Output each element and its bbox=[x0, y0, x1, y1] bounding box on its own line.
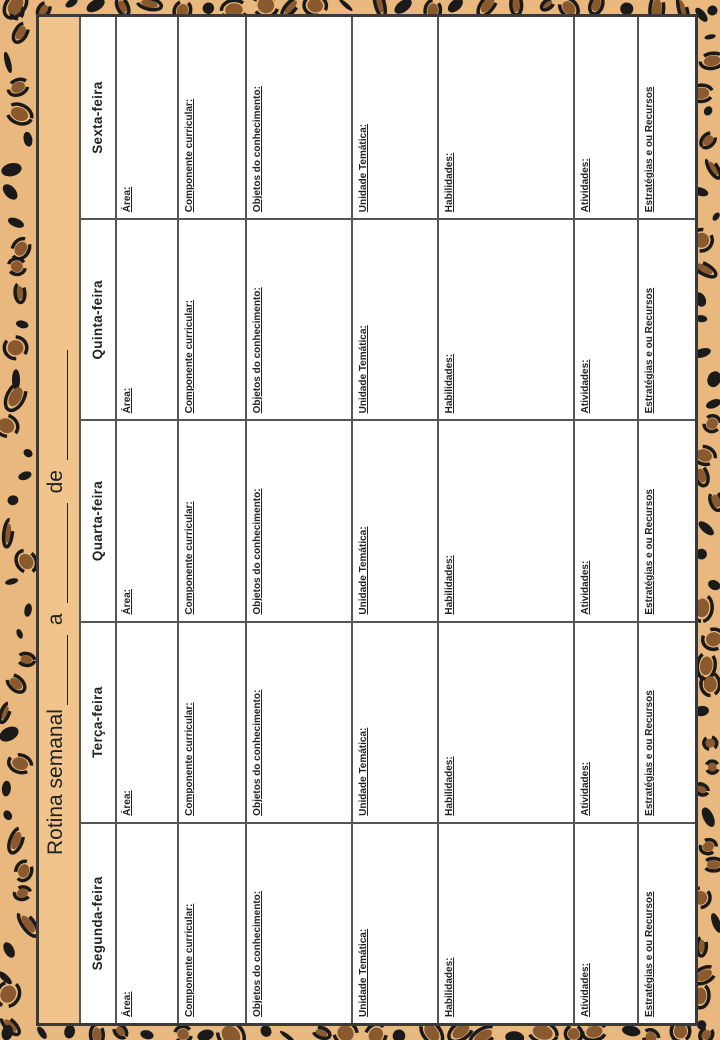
routine-cell[interactable] bbox=[639, 218, 695, 419]
leopard-spot bbox=[6, 752, 33, 775]
leopard-spot bbox=[173, 1025, 192, 1040]
leopard-spot bbox=[702, 105, 714, 117]
row-label: Área: bbox=[122, 186, 133, 213]
leopard-spot bbox=[7, 495, 19, 506]
leopard-spot bbox=[505, 1030, 525, 1040]
routine-cell[interactable] bbox=[353, 621, 439, 822]
leopard-spot bbox=[2, 51, 13, 74]
leopard-spot bbox=[13, 886, 31, 901]
leopard-spot bbox=[338, 0, 354, 12]
routine-cell[interactable] bbox=[353, 17, 439, 218]
title-connector-a: a bbox=[44, 613, 67, 626]
leopard-spot bbox=[0, 724, 21, 745]
leopard-spot bbox=[35, 1025, 48, 1040]
row-label: Componente curricular: bbox=[184, 501, 195, 615]
day-header: Terça-feira bbox=[79, 621, 117, 822]
leopard-spot bbox=[63, 1024, 76, 1039]
leopard-spot bbox=[279, 1029, 296, 1040]
routine-cell[interactable] bbox=[639, 822, 695, 1023]
routine-cell[interactable] bbox=[639, 621, 695, 822]
row-label: Atividades: bbox=[580, 359, 591, 414]
routine-cell[interactable] bbox=[117, 419, 179, 620]
date-blank-3[interactable] bbox=[41, 350, 68, 460]
leopard-spot bbox=[15, 319, 29, 329]
leopard-spot bbox=[13, 859, 34, 883]
routine-cell[interactable] bbox=[575, 17, 639, 218]
row-label: Unidade Temática: bbox=[358, 526, 369, 615]
leopard-spot bbox=[0, 978, 24, 1011]
leopard-spot bbox=[90, 1024, 103, 1040]
leopard-spot bbox=[10, 21, 31, 45]
leopard-spot bbox=[701, 627, 720, 651]
leopard-spot bbox=[0, 702, 12, 724]
routine-cell[interactable] bbox=[117, 621, 179, 822]
leopard-spot bbox=[6, 826, 27, 855]
routine-cell[interactable] bbox=[179, 17, 247, 218]
row-label: Estratégias e ou Recursos bbox=[644, 86, 655, 213]
routine-cell[interactable] bbox=[179, 822, 247, 1023]
leopard-spot bbox=[698, 130, 718, 150]
row-label: Unidade Temática: bbox=[358, 325, 369, 414]
leopard-spot bbox=[701, 413, 720, 435]
leopard-spot bbox=[391, 1027, 408, 1040]
routine-cell[interactable] bbox=[179, 419, 247, 620]
row-label: Componente curricular: bbox=[184, 702, 195, 816]
row-label: Habilidades: bbox=[444, 353, 455, 414]
leopard-spot bbox=[4, 672, 28, 696]
leopard-spot bbox=[23, 603, 33, 618]
row-label: Componente curricular: bbox=[184, 300, 195, 414]
routine-cell[interactable] bbox=[575, 218, 639, 419]
routine-cell[interactable] bbox=[353, 419, 439, 620]
routine-cell[interactable] bbox=[439, 419, 575, 620]
leopard-spot bbox=[6, 76, 31, 98]
day-header: Quarta-feira bbox=[79, 419, 117, 620]
row-label: Estratégias e ou Recursos bbox=[644, 690, 655, 816]
leopard-spot bbox=[704, 759, 720, 775]
routine-cell[interactable] bbox=[117, 17, 179, 218]
routine-cell[interactable] bbox=[575, 419, 639, 620]
routine-cell[interactable] bbox=[639, 419, 695, 620]
row-label: Estratégias e ou Recursos bbox=[644, 891, 655, 1017]
leopard-spot bbox=[445, 0, 465, 15]
leopard-spot bbox=[705, 397, 720, 410]
row-label: Componente curricular: bbox=[184, 903, 195, 1017]
leopard-spot bbox=[1, 380, 30, 414]
row-label: Unidade Temática: bbox=[358, 928, 369, 1017]
leopard-spot bbox=[17, 470, 33, 482]
day-header: Quinta-feira bbox=[79, 218, 117, 419]
routine-table bbox=[79, 17, 695, 1023]
row-label: Estratégias e ou Recursos bbox=[644, 287, 655, 414]
leopard-spot bbox=[1, 809, 13, 822]
routine-cell[interactable] bbox=[247, 621, 353, 822]
leopard-spot bbox=[14, 283, 25, 303]
leopard-spot bbox=[139, 1029, 154, 1040]
weekly-routine-sheet bbox=[36, 14, 698, 1026]
leopard-spot bbox=[621, 1024, 641, 1038]
routine-cell[interactable] bbox=[439, 822, 575, 1023]
routine-cell[interactable] bbox=[439, 218, 575, 419]
leopard-spot bbox=[4, 100, 35, 127]
routine-cell[interactable] bbox=[247, 822, 353, 1023]
leopard-spot bbox=[510, 0, 521, 15]
leopard-spot bbox=[196, 1028, 215, 1040]
leopard-spot bbox=[705, 369, 720, 389]
leopard-spot bbox=[4, 577, 18, 586]
routine-cell[interactable] bbox=[575, 621, 639, 822]
row-label: Objetos do conhecimento: bbox=[252, 488, 263, 615]
date-blank-2[interactable] bbox=[41, 503, 68, 603]
leopard-spot bbox=[699, 805, 717, 828]
row-label: Atividades: bbox=[580, 761, 591, 816]
leopard-spot bbox=[17, 652, 35, 666]
row-label: Habilidades: bbox=[444, 555, 455, 615]
routine-cell[interactable] bbox=[247, 419, 353, 620]
row-label: Atividades: bbox=[580, 158, 591, 213]
row-label: Unidade Temática: bbox=[358, 727, 369, 816]
routine-cell[interactable] bbox=[179, 218, 247, 419]
leopard-spot bbox=[2, 519, 14, 547]
row-label: Componente curricular: bbox=[184, 98, 195, 213]
routine-cell[interactable] bbox=[247, 218, 353, 419]
leopard-spot bbox=[1, 940, 17, 959]
routine-cell[interactable] bbox=[117, 822, 179, 1023]
leopard-spot bbox=[711, 211, 720, 222]
routine-cell[interactable] bbox=[117, 218, 179, 419]
row-label: Objetos do conhecimento: bbox=[252, 689, 263, 816]
row-label: Habilidades: bbox=[444, 957, 455, 1017]
routine-cell[interactable] bbox=[575, 822, 639, 1023]
leopard-spot bbox=[540, 0, 556, 12]
title-text: Rotina semanal bbox=[44, 709, 67, 855]
leopard-spot bbox=[6, 216, 25, 230]
row-label: Estratégias e ou Recursos bbox=[644, 489, 655, 615]
leopard-spot bbox=[699, 51, 720, 70]
routine-cell[interactable] bbox=[353, 822, 439, 1023]
leopard-spot bbox=[0, 182, 20, 203]
row-label: Objetos do conhecimento: bbox=[252, 86, 263, 213]
row-label: Objetos do conhecimento: bbox=[252, 890, 263, 1017]
leopard-spot bbox=[136, 0, 162, 12]
row-label: Área: bbox=[122, 991, 133, 1017]
row-label: Unidade Temática: bbox=[358, 124, 369, 213]
leopard-spot bbox=[699, 838, 718, 855]
title-connector-de: de bbox=[44, 470, 67, 494]
leopard-spot bbox=[64, 0, 79, 9]
leopard-spot bbox=[84, 0, 107, 15]
leopard-spot bbox=[696, 651, 717, 680]
row-label: Atividades: bbox=[580, 560, 591, 615]
leopard-spot bbox=[696, 519, 716, 538]
leopard-spot bbox=[0, 161, 23, 178]
day-header: Segunda-feira bbox=[79, 822, 117, 1023]
routine-cell[interactable] bbox=[439, 621, 575, 822]
leopard-spot bbox=[15, 628, 24, 640]
leopard-spot bbox=[702, 735, 718, 751]
leopard-spot bbox=[641, 1027, 662, 1040]
title-band bbox=[39, 17, 81, 1023]
leopard-spot bbox=[707, 490, 720, 512]
leopard-spot bbox=[709, 912, 720, 934]
row-label: Atividades: bbox=[580, 963, 591, 1017]
leopard-spot bbox=[704, 858, 720, 871]
routine-cell[interactable] bbox=[247, 17, 353, 218]
leopard-spot bbox=[0, 411, 22, 440]
date-blank-1[interactable] bbox=[41, 635, 68, 705]
leopard-spot bbox=[22, 447, 34, 459]
page-title bbox=[41, 350, 68, 855]
leopard-spot bbox=[312, 1025, 332, 1040]
leopard-spot bbox=[7, 257, 27, 276]
row-label: Área: bbox=[122, 589, 133, 615]
leopard-spot bbox=[704, 33, 716, 40]
routine-cell[interactable] bbox=[639, 17, 695, 218]
day-header: Sexta-feira bbox=[79, 17, 117, 218]
row-label: Habilidades: bbox=[444, 152, 455, 213]
routine-cell[interactable] bbox=[439, 17, 575, 218]
routine-cell[interactable] bbox=[179, 621, 247, 822]
leopard-spot bbox=[22, 131, 33, 147]
leopard-spot bbox=[1, 780, 11, 796]
leopard-spot bbox=[704, 157, 720, 180]
row-label: Habilidades: bbox=[444, 756, 455, 816]
leopard-spot bbox=[706, 578, 720, 592]
row-label: Área: bbox=[122, 790, 133, 816]
row-label: Área: bbox=[122, 387, 133, 414]
routine-cell[interactable] bbox=[353, 218, 439, 419]
row-label: Objetos do conhecimento: bbox=[252, 287, 263, 414]
leopard-spot bbox=[706, 4, 720, 18]
leopard-spot bbox=[3, 336, 27, 360]
